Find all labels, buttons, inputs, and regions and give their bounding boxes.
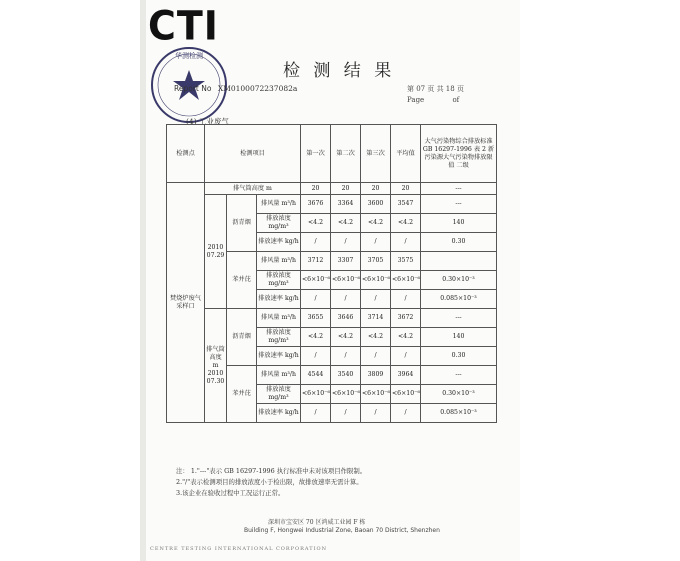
height-value: --- [421,183,497,195]
measured-value: 3655 [301,309,331,328]
standard-limit: 140 [421,214,497,233]
measured-value: / [331,404,361,423]
parameter-name: 排放速率 kg/h [257,290,301,309]
parameter-name: 排放浓度 mg/m³ [257,214,301,233]
notes [176,466,366,499]
header-avg: 平均值 [391,125,421,183]
measured-value: <4.2 [391,328,421,347]
results-table [166,124,497,423]
measured-value: 3600 [361,195,391,214]
report-no-label: Report No [174,84,212,93]
measured-value: / [301,404,331,423]
measured-value: 3540 [331,366,361,385]
measured-value: 3712 [301,252,331,271]
measured-value: 4544 [301,366,331,385]
sampling-date [205,195,227,309]
measured-value: / [301,233,331,252]
measured-value: 3705 [361,252,391,271]
measured-value: <6×10⁻⁶ [361,385,391,404]
svg-text:华测检测: 华测检测 [175,52,203,60]
parameter-name: 排放速率 kg/h [257,404,301,423]
sampling-date [205,309,227,423]
of-label: of [452,96,460,104]
measured-value: 3714 [361,309,391,328]
standard-limit: --- [421,366,497,385]
measured-value: <4.2 [301,214,331,233]
table-header-row [167,125,497,183]
page-title: 检 测 结 果 [283,61,396,81]
standard-limit: 0.085×10⁻³ [421,290,497,309]
page-info-cn: 第 07 页 共 18 页 [407,85,464,93]
measured-value: <6×10⁻⁶ [331,271,361,290]
pollutant-name: 沥青烟 [227,195,257,252]
measured-value: <6×10⁻⁶ [391,271,421,290]
standard-limit: 140 [421,328,497,347]
measured-value: <4.2 [301,328,331,347]
measured-value: / [391,233,421,252]
parameter-name: 排放浓度 mg/m³ [257,385,301,404]
header-standard: 大气污染物综合排放标准 GB 16297-1996 表 2 新污染源大气污染物排放限值 二级 [421,125,497,183]
footer-address-en: Building F, Hongwei Industrial Zone, Baoan 70 District, Shenzhen [244,527,440,534]
page-label: Page [407,96,425,104]
header-item: 检测项目 [205,125,301,183]
measured-value: 3364 [331,195,361,214]
measured-value: <6×10⁻⁶ [361,271,391,290]
note-line: 2."/"表示检测项目的排放浓度小于检出限，故排放速率无需计算。 [176,478,363,486]
measured-value: / [391,347,421,366]
height-value: 20 [331,183,361,195]
measured-value: / [301,290,331,309]
page-info [407,84,464,106]
measured-value: 3809 [361,366,391,385]
measured-value: 3547 [391,195,421,214]
measured-value: <6×10⁻⁶ [301,271,331,290]
measured-value: <4.2 [361,214,391,233]
parameter-name: 排放速率 kg/h [257,347,301,366]
measured-value: 3575 [391,252,421,271]
measured-value: / [331,347,361,366]
measured-value: 3676 [301,195,331,214]
height-value: 20 [301,183,331,195]
parameter-name: 排放速率 kg/h [257,233,301,252]
pollutant-name: 苯并芘 [227,252,257,309]
bottom-strip: CENTRE TESTING INTERNATIONAL CORPORATION [150,546,328,552]
header-point: 检测点 [167,125,205,183]
header-third: 第三次 [361,125,391,183]
measured-value: <4.2 [391,214,421,233]
note-line: 3.该企业在验收过程中工况运行正常。 [176,489,285,497]
measured-value: / [331,233,361,252]
height-row [167,183,497,195]
parameter-name: 排放浓度 mg/m³ [257,271,301,290]
height-value: 20 [361,183,391,195]
measured-value: 3964 [391,366,421,385]
measured-value: / [361,404,391,423]
note-line: 注： 1."---"表示 GB 16297-1996 执行标准中未对该项目作限制。 [176,467,367,475]
standard-limit: 0.30×10⁻³ [421,385,497,404]
page-edge-shadow [140,0,146,561]
measured-value: <4.2 [331,214,361,233]
measured-value: <6×10⁻⁶ [301,385,331,404]
sampling-point: 焚烧炉废气采样口 [167,183,205,423]
measured-value: / [391,290,421,309]
date-prefix: 排气筒高度 m [206,345,225,369]
date-value: 2010 07.30 [206,369,225,385]
cti-logo: CTI [148,2,219,50]
pollutant-name: 沥青烟 [227,309,257,366]
parameter-name: 排风量 m³/h [257,195,301,214]
measured-value: / [361,347,391,366]
report-number [174,84,297,93]
header-first: 第一次 [301,125,331,183]
measured-value: 3646 [331,309,361,328]
standard-limit: 0.085×10⁻³ [421,404,497,423]
standard-limit [421,252,497,271]
measured-value: <6×10⁻⁶ [331,385,361,404]
report-no-value: XM0100072237082a [217,84,298,93]
standard-limit: 0.30 [421,347,497,366]
measured-value: / [391,404,421,423]
measured-value: <4.2 [331,328,361,347]
measured-value: / [331,290,361,309]
measured-value: / [301,347,331,366]
measured-value: <6×10⁻⁶ [391,385,421,404]
measured-value: 3672 [391,309,421,328]
parameter-name: 排风量 m³/h [257,309,301,328]
table-row [167,195,497,214]
standard-limit: 0.30×10⁻³ [421,271,497,290]
standard-limit: --- [421,195,497,214]
header-second: 第二次 [331,125,361,183]
parameter-name: 排放浓度 mg/m³ [257,328,301,347]
parameter-name: 排风量 m³/h [257,366,301,385]
table-row [167,309,497,328]
measured-value: / [361,233,391,252]
measured-value: / [361,290,391,309]
measured-value: <4.2 [361,328,391,347]
measured-value: 3307 [331,252,361,271]
page-info-en [407,95,464,106]
section-heading: (4) 工业废气 [186,117,230,126]
parameter-name: 排风量 m³/h [257,252,301,271]
height-label: 排气筒高度 m [205,183,301,195]
standard-limit: --- [421,309,497,328]
pollutant-name: 苯并芘 [227,366,257,423]
date-value: 2010 07.29 [206,243,225,259]
standard-limit: 0.30 [421,233,497,252]
height-value: 20 [391,183,421,195]
footer-address-cn: 深圳市宝安区 70 区鸿威工业园 F 栋 [268,519,366,526]
